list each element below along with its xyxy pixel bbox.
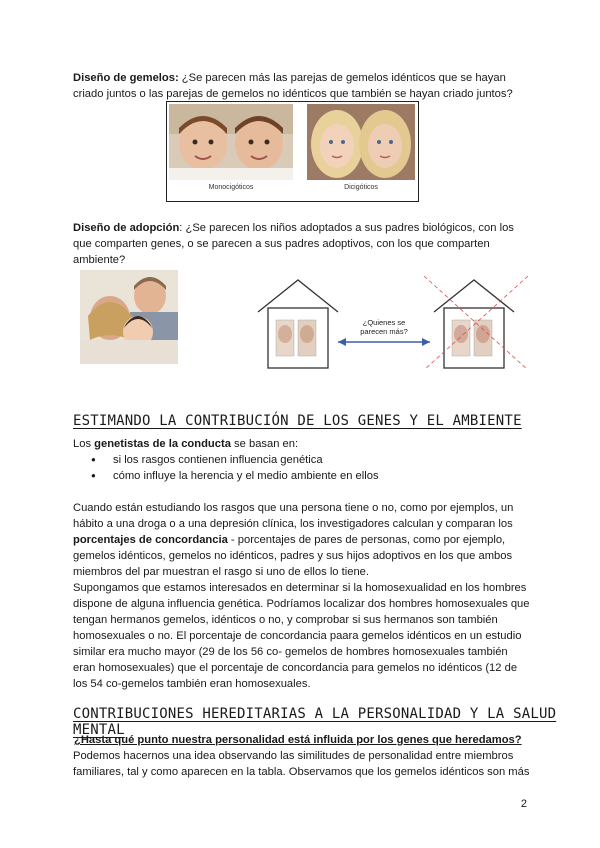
homosexuality-study-paragraph: Supongamos que estamos interesados en determinar si la homosexualidad en los hombres dispone de alguna influencia genética. Podríamos localizar dos hombres homosexuales que tengan hermanos gemelos, idénticos o no, y comprobar si sus hermanos son también homosexuales o no. El porcentaje de concordancia paara gemelos idénticos en un estudio similar era mucho mayor (29 de los 56 co- gemelos de hombres homosexuales también eran homosexuales) que el porcentaje de concordancia para gemelos no idénticos (12 de los 54 co-gemelos también eran homosexuales. bbox=[73, 582, 530, 690]
twins-design-text: ¿Se parecen más las parejas de gemelos idénticos que se hayan criado juntos o las parejas de gemelos no idénticos que también se hayan criado juntos? bbox=[73, 72, 513, 100]
concordance-term: porcentajes de concordancia bbox=[73, 534, 228, 546]
list-item: ● si los rasgos contienen influencia genética bbox=[113, 452, 533, 468]
bullet-list bbox=[73, 452, 533, 484]
adoption-design-paragraph bbox=[73, 220, 533, 268]
personality-question: ¿Hasta qué punto nuestra personalidad está influida por los genes que heredamos? bbox=[74, 734, 522, 746]
twins-design-paragraph bbox=[73, 70, 533, 102]
adoptive-parents-house-icon bbox=[424, 276, 528, 370]
page-number: 2 bbox=[520, 798, 527, 810]
dizygotic-caption: Dicigóticos bbox=[344, 184, 378, 191]
intro-pre: Los bbox=[73, 438, 95, 450]
adoptive-family-photo bbox=[80, 270, 178, 364]
dizygotic-twins-photo bbox=[307, 104, 415, 180]
concordance-paragraph bbox=[73, 500, 533, 580]
who-resembles-question: ¿Quienes se parecen más? bbox=[360, 318, 408, 336]
twins-design-label: Diseño de gemelos: bbox=[73, 72, 179, 84]
list-item: ● cómo influye la herencia y el medio ambiente en ellos bbox=[113, 468, 533, 484]
concordance-post: - porcentajes de pares de personas, como por ejemplo, gemelos idénticos, gemelos no idénticos, padres y sus hijos adoptivos en los que ambos miembros del par muestran el rasgo si uno de ellos lo tiene. bbox=[73, 534, 513, 578]
behavior-geneticists-term: genetistas de la conducta bbox=[94, 438, 231, 450]
biological-parents-house-icon bbox=[258, 280, 338, 368]
twins-figure bbox=[166, 101, 419, 202]
adoption-design-text: : ¿Se parecen los niños adoptados a sus padres biológicos, con los que comparten genes, o se parecen a sus padres adoptivos, con los que comparten ambiente? bbox=[73, 222, 514, 266]
section-heading-personality-mental-health: CONTRIBUCIONES HEREDITARIAS A LA PERSONALIDAD Y LA SALUD MENTAL bbox=[73, 706, 557, 738]
personality-paragraph: Podemos hacernos una idea observando las similitudes de personalidad entre miembros familiares, tal y como aparecen en la tabla. Observamos que los gemelos idénticos son más bbox=[73, 750, 530, 778]
behavior-geneticists-intro bbox=[73, 436, 533, 452]
adoption-diagram bbox=[250, 276, 530, 372]
concordance-pre: Cuando están estudiando los rasgos que una persona tiene o no, como por ejemplos, un hábito a una droga o a una depresión clínica, los investigadores calculan y comparan los bbox=[73, 502, 514, 530]
adoption-design-label: Diseño de adopción bbox=[73, 222, 180, 234]
intro-post: se basan en: bbox=[230, 438, 299, 450]
monozygotic-twins-photo bbox=[169, 104, 293, 180]
double-arrow-icon bbox=[338, 338, 430, 346]
section-heading-genes-environment: ESTIMANDO LA CONTRIBUCIÓN DE LOS GENES Y EL AMBIENTE bbox=[73, 413, 522, 429]
monozygotic-caption: Monocigóticos bbox=[208, 184, 254, 191]
